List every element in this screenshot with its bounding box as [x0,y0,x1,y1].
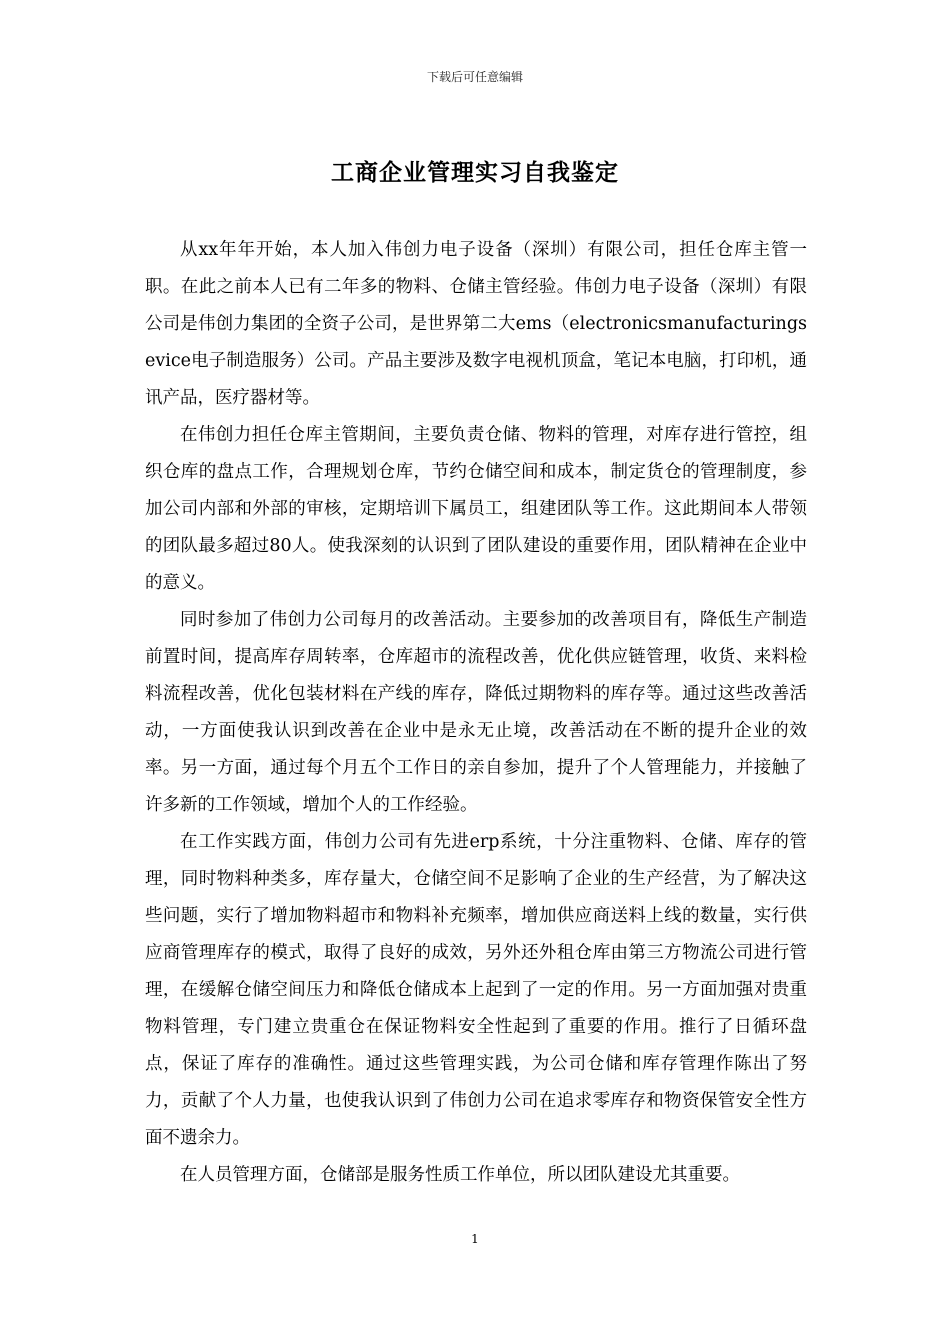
paragraph: 在伟创力担任仓库主管期间，主要负责仓储、物料的管理，对库存进行管控，组织仓库的盘点工作，合理规划仓库，节约仓储空间和成本，制定货仓的管理制度，参加公司内部和外部的审核，定期培训下属员工，组建团队等工作。这此期间本人带领的团队最多超过80人。使我深刻的认识到了团队建设的重要作用，团队精神在企业中的意义。 [145,425,807,593]
document-title: 工商企业管理实习自我鉴定 [331,159,619,186]
paragraph: 从xx年年开始，本人加入伟创力电子设备（深圳）有限公司，担任仓库主管一职。在此之前本人已有二年多的物料、仓储主管经验。伟创力电子设备（深圳）有限公司是伟创力集团的全资子公司，是世界第二大ems（electronicsmanufacturingsevice电子制造服务）公司。产品主要涉及数字电视机顶盒，笔记本电脑，打印机，通讯产品，医疗器材等。 [145,240,807,408]
page-number: 1 [471,1232,479,1246]
page-header: 下载后可任意编辑 [426,70,523,84]
paragraph: 在工作实践方面，伟创力公司有先进erp系统，十分注重物料、仓储、库存的管理，同时物料种类多，库存量大，仓储空间不足影响了企业的生产经营，为了解决这些问题，实行了增加物料超市和物料补充频率，增加供应商送料上线的数量，实行供应商管理库存的模式，取得了良好的成效，另外还外租仓库由第三方物流公司进行管理，在缓解仓储空间压力和降低仓储成本上起到了一定的作用。另一方面加强对贵重物料管理，专门建立贵重仓在保证物料安全性起到了重要的作用。推行了日循环盘点，保证了库存的准确性。通过这些管理实践，为公司仓储和库存管理作陈出了努力，贡献了个人力量，也使我认识到了伟创力公司在追求零库存和物资保管安全性方面不遗余力。 [145,832,807,1148]
paragraph: 在人员管理方面，仓储部是服务性质工作单位，所以团队建设尤其重要。 [180,1165,740,1185]
paragraph: 同时参加了伟创力公司每月的改善活动。主要参加的改善项目有，降低生产制造前置时间，提高库存周转率，仓库超市的流程改善，优化供应链管理，收货、来料检料流程改善，优化包装材料在产线的库存，降低过期物料的库存等。通过这些改善活动，一方面使我认识到改善在企业中是永无止境，改善活动在不断的提升企业的效率。另一方面，通过每个月五个工作日的亲自参加，提升了个人管理能力，并接触了许多新的工作领域，增加个人的工作经验。 [145,610,807,815]
document-body [145,232,807,1194]
